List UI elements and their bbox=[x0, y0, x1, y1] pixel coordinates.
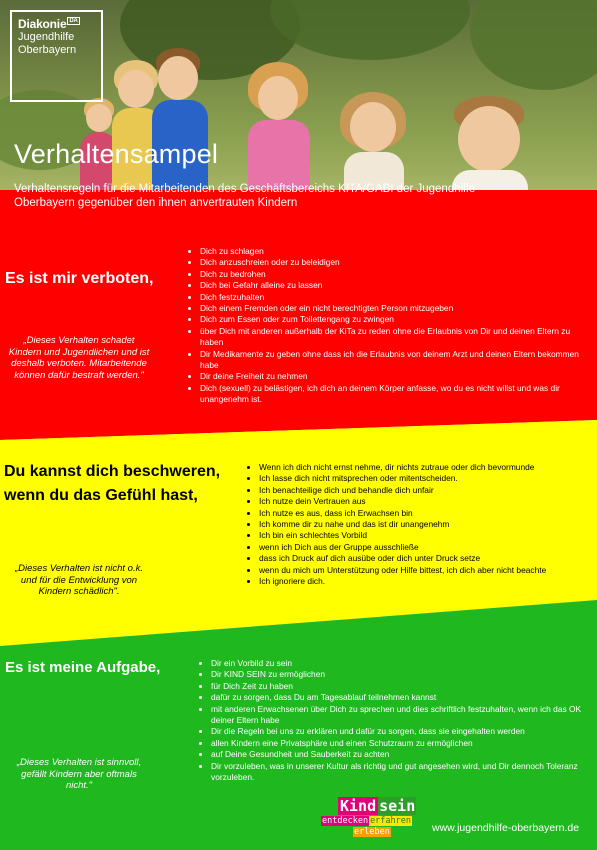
list-item: Ich benachteilige dich und behandle dich unfair bbox=[245, 485, 590, 496]
list-item: Ich lasse dich nicht mitsprechen oder mitentscheiden. bbox=[245, 473, 590, 484]
list-item: Ich bin ein schlechtes Vorbild bbox=[245, 530, 590, 541]
list-item: über Dich mit anderen außerhalb der KiTa zu reden ohne die Erlaubnis von Dir und deinen Eltern zu haben bbox=[186, 326, 586, 349]
yellow-quote: „Dieses Verhalten ist nicht o.k. und für die Entwicklung von Kindern schädlich". bbox=[15, 563, 143, 597]
list-item: Wenn ich dich nicht ernst nehme, dir nichts zutraue oder dich bevormunde bbox=[245, 462, 590, 473]
yellow-heading bbox=[4, 460, 220, 508]
list-item: Dich einem Fremden oder ein nicht berechtigten Person mitzugeben bbox=[186, 303, 586, 314]
list-item: Ich nutze dein Vertrauen aus bbox=[245, 496, 590, 507]
yellow-heading-line1: Du kannst dich beschweren, bbox=[4, 463, 221, 480]
red-list bbox=[186, 246, 586, 406]
logo-brand-mark: DA bbox=[69, 18, 78, 24]
green-heading: Es ist meine Aufgabe, bbox=[5, 659, 161, 676]
list-item: Dir ein Vorbild zu sein bbox=[197, 658, 585, 669]
green-list bbox=[197, 658, 585, 783]
kind-sein-logo bbox=[313, 797, 419, 843]
kindsein-sein: sein bbox=[379, 797, 416, 815]
page-subtitle: Verhaltensregeln für die Mitarbeitenden des Geschäftsbereichs KITA/GABI der Jugendhilfe Oberbayern gegenüber den ihnen anvertrauten Kindern bbox=[14, 183, 476, 209]
list-item: Dir vorzuleben, was in unserer Kultur als richtig und gut angesehen wird, und Dir dennoch Toleranz vorzuleben. bbox=[197, 761, 585, 784]
list-item: dafür zu sorgen, dass Du am Tagesablauf teilnehmen kannst bbox=[197, 692, 585, 703]
kindsein-erfahren: erfahren bbox=[370, 816, 412, 826]
yellow-list bbox=[245, 462, 590, 587]
diakonie-logo bbox=[10, 10, 103, 102]
list-item: Dich anzuschreien oder zu beleidigen bbox=[186, 257, 586, 268]
list-item: wenn ich Dich aus der Gruppe ausschließe bbox=[245, 542, 590, 553]
list-item: Dich zum Essen oder zum Toilettengang zu zwingen bbox=[186, 314, 586, 325]
kindsein-erleben: erleben bbox=[354, 827, 390, 837]
list-item: wenn du mich um Unterstützung oder Hilfe bittest, ich dich aber nicht beachte bbox=[245, 565, 590, 576]
list-item: Dir deine Freiheit zu nehmen bbox=[186, 371, 586, 382]
list-item: auf Deine Gesundheit und Sauberkeit zu achten bbox=[197, 749, 585, 760]
list-item: Dich zu schlagen bbox=[186, 246, 586, 257]
kindsein-kind: Kind bbox=[340, 797, 377, 815]
list-item: Dir Medikamente zu geben ohne dass ich die Erlaubnis von deinem Arzt und deinen Eltern bekommen habe bbox=[186, 349, 586, 372]
list-item: Dir die Regeln bei uns zu erklären und dafür zu sorgen, dass sie eingehalten werden bbox=[197, 726, 585, 737]
list-item: Dich bei Gefahr alleine zu lassen bbox=[186, 280, 586, 291]
list-item: dass ich Druck auf dich ausübe oder dich unter Druck setze bbox=[245, 553, 590, 564]
list-item: allen Kindern eine Privatsphäre und einen Schutzraum zu ermöglichen bbox=[197, 738, 585, 749]
red-heading: Es ist mir verboten, bbox=[5, 270, 154, 287]
website-link[interactable]: www.jugendhilfe-oberbayern.de bbox=[432, 822, 580, 834]
list-item: Ich ignoriere dich. bbox=[245, 576, 590, 587]
list-item: Dich (sexuell) zu belästigen, ich dich an deinem Körper anfasse, wo du es nicht willst und was dir unangenehm ist. bbox=[186, 383, 586, 406]
logo-brand: Diakonie bbox=[18, 17, 67, 31]
list-item: Ich komme dir zu nahe und das ist dir unangenehm bbox=[245, 519, 590, 530]
list-item: Dich festzuhalten bbox=[186, 292, 586, 303]
green-quote: „Dieses Verhalten ist sinnvoll, gefällt Kindern aber oftmals nicht." bbox=[16, 757, 142, 791]
yellow-heading-line2: wenn du das Gefühl hast, bbox=[4, 487, 198, 504]
page-title: Verhaltensampel bbox=[14, 139, 219, 169]
logo-line2: Oberbayern bbox=[18, 44, 77, 56]
logo-line1: Jugendhilfe bbox=[18, 31, 75, 43]
list-item: mit anderen Erwachsenen über Dich zu sprechen und dies schriftlich festzuhalten, wenn ich das OK deiner Eltern habe bbox=[197, 704, 585, 727]
kindsein-entdecken: entdecken bbox=[322, 816, 369, 826]
list-item: für Dich Zeit zu haben bbox=[197, 681, 585, 692]
list-item: Dir KIND SEIN zu ermöglichen bbox=[197, 669, 585, 680]
list-item: Ich nutze es aus, dass ich Erwachsen bin bbox=[245, 508, 590, 519]
red-quote: „Dieses Verhalten schadet Kindern und Jugendlichen und ist deshalb verboten. Mitarbeitende können dafür bestraft werden." bbox=[8, 335, 150, 381]
list-item: Dich zu bedrohen bbox=[186, 269, 586, 280]
